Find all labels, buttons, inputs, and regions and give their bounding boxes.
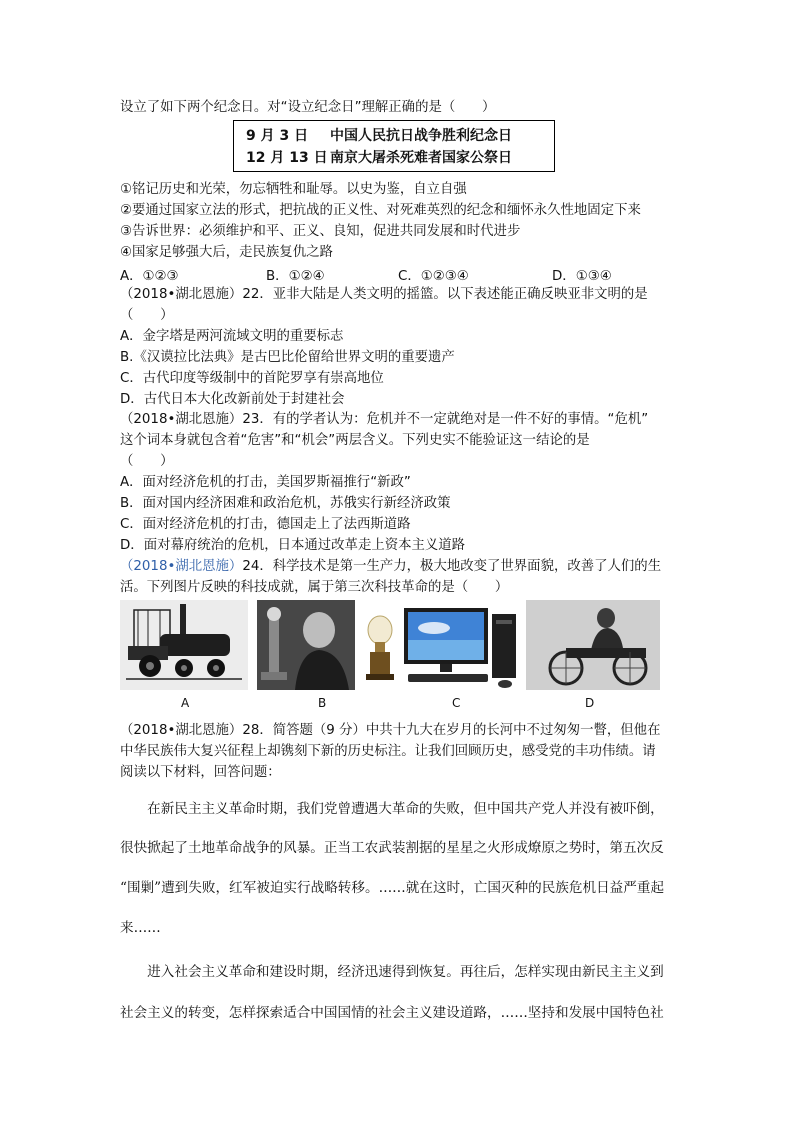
caption-b: B: [318, 696, 327, 710]
statement-item: ④国家足够强大后，走民族复仇之路: [120, 245, 333, 260]
caption-d: D: [585, 696, 595, 710]
q23-stem-cont: 这个词本身就包含着“危害”和“机会”两层含义。下列史实不能验证这一结论的是: [120, 433, 590, 448]
material-paragraph-line: 社会主义的转变，怎样探索适合中国国情的社会主义建设道路，……坚持和发展中国特色社: [120, 1005, 664, 1021]
option-a: A．金字塔是两河流域文明的重要标志: [120, 329, 344, 344]
statement-item: ②要通过国家立法的形式，把抗战的正义性、对死难英烈的纪念和缅怀永久性地固定下来: [120, 203, 641, 218]
q28-stem: （2018•湖北恩施）28．简答题（9 分）中共十九大在岁月的长河中不过匆匆一瞥，但他在: [120, 723, 661, 738]
option-d: D．面对幕府统治的危机，日本通过改革走上资本主义道路: [120, 538, 466, 553]
option-a: A．①②③: [120, 269, 179, 284]
locomotive-image: [120, 600, 248, 690]
memorial-row: [246, 147, 512, 167]
q28-stem-cont: 中华民族伟大复兴征程上却镌刻下新的历史标注。让我们回顾历史，感受党的丰功伟绩。请: [120, 744, 656, 759]
option-c: C．①②③④: [398, 269, 469, 284]
material-paragraph-line: 进入社会主义革命和建设时期，经济迅速得到恢复。再往后，怎样实现由新民主主义到: [120, 964, 664, 980]
option-b: B．面对国内经济困难和政治危机，苏俄实行新经济政策: [120, 496, 451, 511]
memorial-name: 中国人民抗日战争胜利纪念日: [330, 128, 512, 144]
q24-stem: [120, 557, 661, 577]
option-b: B.《汉谟拉比法典》是古巴比伦留给世界文明的重要遗产: [120, 350, 455, 365]
material-paragraph-line: “围剿”遭到失败，红军被迫实行战略转移。……就在这时，亡国灭种的民族危机日益严重起: [120, 880, 665, 896]
q22-stem-cont: （ ）: [120, 308, 174, 323]
q24-stem-text: 24．科学技术是第一生产力，极大地改变了世界面貌，改善了人们的生: [242, 559, 662, 574]
option-b: B．①②④: [266, 269, 325, 284]
statement-item: ①铭记历史和光荣，勿忘牺牲和耻辱。以史为鉴，自立自强: [120, 182, 467, 197]
statement-item: ③告诉世界：必须维护和平、正义、良知，促进共同发展和时代进步: [120, 224, 521, 239]
option-d: D．古代日本大化改新前处于封建社会: [120, 392, 345, 407]
q22-stem: （2018•湖北恩施）22．亚非大陆是人类文明的摇篮。以下表述能正确反映亚非文明的是: [120, 287, 648, 302]
inventor-photo-image: [257, 600, 355, 690]
early-automobile-image: [526, 600, 660, 690]
q24-stem-cont: 活。下列图片反映的科技成就，属于第三次科技革命的是（ ）: [120, 580, 509, 595]
material-paragraph-line: 很快掀起了土地革命战争的风暴。正当工农武装割据的星星之火形成燎原之势时，第五次反: [120, 840, 664, 856]
option-d: D．①③④: [552, 269, 612, 284]
q28-stem-cont: 阅读以下材料，回答问题：: [120, 765, 281, 780]
option-c: C．面对经济危机的打击，德国走上了法西斯道路: [120, 517, 411, 532]
memorial-row: [246, 125, 512, 145]
option-c: C．古代印度等级制中的首陀罗享有崇高地位: [120, 371, 384, 386]
memorial-date: 9 月 3 日: [246, 128, 309, 144]
caption-a: A: [181, 696, 190, 710]
question-stem: 设立了如下两个纪念日。对“设立纪念日”理解正确的是（ ）: [120, 100, 496, 115]
q24-source: （2018•湖北恩施）: [120, 559, 243, 574]
bulb-and-computer-image: [362, 600, 522, 690]
memorial-date: 12 月 13 日: [246, 150, 328, 166]
q23-stem: （2018•湖北恩施）23．有的学者认为：危机并不一定就绝对是一件不好的事情。“危机”: [120, 412, 649, 427]
option-a: A．面对经济危机的打击，美国罗斯福推行“新政”: [120, 475, 411, 490]
memorial-name: 南京大屠杀死难者国家公祭日: [330, 150, 512, 166]
material-paragraph-line: 来……: [120, 920, 161, 936]
q23-stem-cont: （ ）: [120, 454, 174, 469]
material-paragraph-line: 在新民主主义革命时期，我们党曾遭遇大革命的失败，但中国共产党人并没有被吓倒，: [120, 801, 664, 817]
memorial-days-table: [233, 120, 555, 172]
caption-c: C: [452, 696, 461, 710]
